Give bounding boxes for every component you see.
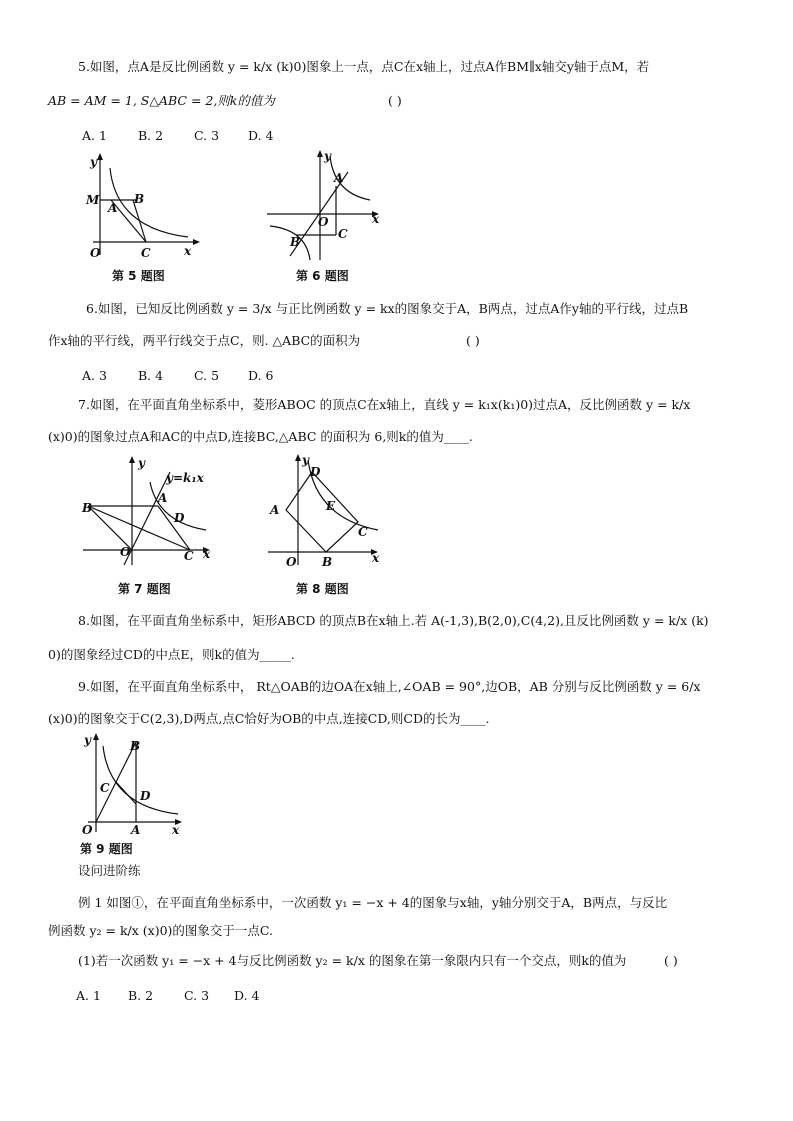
figure-q7 <box>78 450 218 570</box>
q7-caption: 第 7 题图 <box>118 582 171 596</box>
section-title: 设问进阶练 <box>78 863 141 878</box>
fig5-label-y: y <box>90 155 97 169</box>
example1-option-c: C. 3 <box>184 988 210 1003</box>
q8-caption: 第 8 题图 <box>296 582 349 596</box>
example1-option-d: D. 4 <box>234 988 260 1003</box>
fig5-label-x: x <box>184 244 192 258</box>
fig9-label-o: O <box>82 823 93 837</box>
q6-line2: 作x轴的平行线，两平行线交于点C，则. △ABC的面积为 <box>48 333 361 348</box>
fig9-label-b: B <box>130 739 141 753</box>
example1-line1: 例 1 如图①，在平面直角坐标系中，一次函数 y₁ = −x + 4的图象与x轴，y轴分别交于A，B两点，与反比 <box>78 895 668 910</box>
fig8-label-y: y <box>302 453 309 467</box>
q9-line2: (x)0)的图象交于C(2,3),D两点,点C恰好为OB的中点,连接CD,则CD的长为____. <box>48 711 490 726</box>
figure-q6 <box>262 148 392 263</box>
q6-line1: 6.如图，已知反比例函数 y = 3/x 与正比例函数 y = kx的图象交于A，B两点，过点A作y轴的平行线，过点B <box>86 301 689 316</box>
fig7-label-a: A <box>158 491 168 505</box>
q6-option-c: C. 5 <box>194 368 220 383</box>
q6-option-d: D. 6 <box>248 368 274 383</box>
fig9-label-d: D <box>140 789 151 803</box>
fig6-label-c: C <box>338 227 348 241</box>
fig9-label-a: A <box>131 823 141 837</box>
q5-caption: 第 5 题图 <box>112 269 165 283</box>
example1-option-b: B. 2 <box>128 988 154 1003</box>
q6-option-a: A. 3 <box>82 368 107 383</box>
fig5-label-c: C <box>141 246 151 260</box>
fig8-label-x: x <box>372 551 380 565</box>
fig7-label-o: O <box>120 545 131 559</box>
fig6-label-o: O <box>318 215 329 229</box>
example1-line3: (1)若一次函数 y₁ = −x + 4与反比例函数 y₂ = k/x 的图象在第一象限内只有一个交点，则k的值为 <box>78 953 627 968</box>
figure-q8 <box>264 450 384 570</box>
fig6-label-x: x <box>372 212 380 226</box>
fig7-label-x: x <box>203 547 211 561</box>
figure-q5 <box>78 150 208 265</box>
fig6-label-a: A <box>334 171 344 185</box>
fig8-label-d: D <box>310 465 321 479</box>
q6-answer-paren: ( ) <box>466 333 480 348</box>
q7-line1: 7.如图，在平面直角坐标系中，菱形ABOC 的顶点C在x轴上，直线 y = k₁x(k₁)0)过点A，反比例函数 y = k/x <box>78 397 691 412</box>
fig6-label-y: y <box>324 149 331 163</box>
fig8-label-e: E <box>326 499 336 513</box>
fig8-label-b: B <box>322 555 333 569</box>
fig7-label-b: B <box>82 501 93 515</box>
example1-option-a: A. 1 <box>76 988 101 1003</box>
fig5-label-m: M <box>86 193 100 207</box>
q7-line2: (x)0)的图象过点A和AC的中点D,连接BC,△ABC 的面积为 6,则k的值为____. <box>48 429 473 444</box>
fig7-label-d: D <box>174 511 185 525</box>
fig5-label-a: A <box>108 201 118 215</box>
q5-option-b: B. 2 <box>138 128 164 143</box>
fig9-label-c: C <box>100 781 110 795</box>
figure-q9 <box>78 730 193 838</box>
fig8-label-o: O <box>286 555 297 569</box>
fig8-label-a: A <box>270 503 280 517</box>
fig6-label-b: B <box>290 235 301 249</box>
q5-option-d: D. 4 <box>248 128 274 143</box>
q9-caption: 第 9 题图 <box>80 842 133 856</box>
q5-line1: 5.如图，点A是反比例函数 y = k/x (k)0)图象上一点，点C在x轴上，过点A作BM∥x轴交y轴于点M，若 <box>78 59 650 74</box>
q5-answer-paren: ( ) <box>388 93 402 108</box>
q8-line1: 8.如图，在平面直角坐标系中，矩形ABCD 的顶点B在x轴上.若 A(-1,3),B(2,0),C(4,2),且反比例函数 y = k/x (k) <box>78 613 709 628</box>
fig5-label-o: O <box>90 246 101 260</box>
fig7-label-y: y <box>138 456 145 470</box>
fig7-label-c: C <box>184 549 194 563</box>
q6-option-b: B. 4 <box>138 368 164 383</box>
q9-line1: 9.如图，在平面直角坐标系中， Rt△OAB的边OA在x轴上,∠OAB = 90°,边OB，AB 分别与反比例函数 y = 6/x <box>78 679 701 694</box>
example1-line2: 例函数 y₂ = k/x (x)0)的图象交于一点C. <box>48 923 274 938</box>
q5-line2: AB = AM = 1, S△ABC = 2,则k的值为 <box>48 93 275 108</box>
fig9-label-y: y <box>84 733 91 747</box>
fig8-label-c: C <box>358 525 368 539</box>
fig5-label-b: B <box>134 192 145 206</box>
example1-answer-paren: ( ) <box>664 953 678 968</box>
fig9-label-x: x <box>172 823 180 837</box>
q6-caption: 第 6 题图 <box>296 269 349 283</box>
q8-line2: 0)的图象经过CD的中点E，则k的值为_____. <box>48 647 295 662</box>
q5-option-c: C. 3 <box>194 128 220 143</box>
fig7-line-label: y=k₁x <box>166 471 204 485</box>
q5-option-a: A. 1 <box>82 128 107 143</box>
